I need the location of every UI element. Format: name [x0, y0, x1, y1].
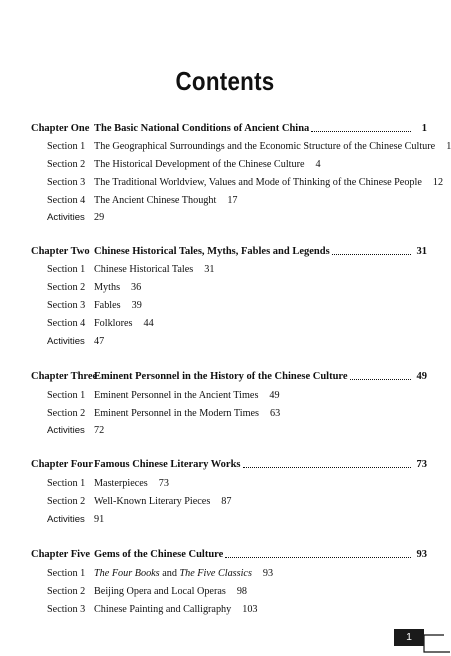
- section-label: Section 3: [47, 604, 86, 615]
- page-title: Contents: [175, 66, 275, 96]
- section-title: [94, 194, 238, 208]
- section-title: [94, 263, 214, 277]
- section-label: Section 1: [47, 264, 86, 275]
- chapter-label: Chapter Three: [31, 371, 98, 382]
- section-page: 98: [236, 586, 248, 597]
- chapter-label: Chapter Five: [31, 549, 91, 560]
- section-page: 12: [432, 177, 444, 188]
- chapter-heading[interactable]: [31, 122, 427, 136]
- section-label: Section 1: [47, 478, 86, 489]
- chapter-label: Chapter One: [31, 123, 90, 134]
- chapter-page: 49: [416, 371, 427, 382]
- section-label: Section 1: [47, 390, 86, 401]
- chapter-title-line: [94, 122, 413, 136]
- chapter-title-line: [94, 458, 413, 472]
- section-page: 73: [158, 478, 169, 489]
- section-page: 72: [94, 425, 105, 436]
- chapter-title-line: [94, 370, 413, 384]
- section-title-connector: and: [159, 568, 180, 579]
- activities-label: Activities: [47, 212, 85, 223]
- section-title: [94, 317, 154, 331]
- chapter-title: The Basic National Conditions of Ancient China: [94, 123, 310, 134]
- dot-leader: [243, 458, 411, 468]
- section-title-text: Eminent Personnel in the Modern Times: [94, 408, 259, 419]
- chapter-title: Gems of the Chinese Culture: [94, 549, 224, 560]
- section-title-text: Well-Known Literary Pieces: [94, 496, 211, 507]
- section-label: Section 1: [47, 568, 86, 579]
- dot-leader: [350, 370, 411, 380]
- section-title: [94, 603, 258, 617]
- section-page: 39: [131, 300, 142, 311]
- section-label: Section 1: [47, 141, 86, 152]
- section-title-text: Folklores: [94, 318, 133, 329]
- section-title-text: Beijing Opera and Local Operas: [94, 586, 226, 597]
- section-title-text: Chinese Historical Tales: [94, 264, 194, 275]
- chapter-page: 1: [421, 123, 427, 134]
- page-number: 1: [394, 629, 424, 646]
- dot-leader: [332, 245, 411, 255]
- section-title-italic-2: The Five Classics: [179, 568, 252, 579]
- section-page: 87: [221, 496, 232, 507]
- section-title-text: The Ancient Chinese Thought: [94, 195, 217, 206]
- section-page: 4: [315, 159, 321, 170]
- section-page: 47: [94, 336, 105, 347]
- section-title: [94, 158, 321, 172]
- section-label: Section 2: [47, 496, 86, 507]
- section-title-text: The Traditional Worldview, Values and Mode of Thinking of the Chinese People: [94, 177, 422, 188]
- section-page: 17: [227, 195, 238, 206]
- chapter-page: 31: [416, 246, 427, 257]
- section-title: [94, 477, 169, 491]
- section-page: 93: [262, 568, 274, 579]
- chapter-title: Famous Chinese Literary Works: [94, 459, 241, 470]
- section-title: [94, 176, 443, 190]
- chapter-page: 93: [416, 549, 427, 560]
- dot-leader: [311, 122, 411, 132]
- section-page: 91: [94, 514, 105, 525]
- section-title-text: The Geographical Surroundings and the Economic Structure of the Chinese Culture: [94, 141, 436, 152]
- section-title: [94, 513, 104, 527]
- section-title: [94, 281, 141, 295]
- section-label: Section 2: [47, 159, 86, 170]
- section-title-text: Myths: [94, 282, 121, 293]
- section-page: 63: [269, 408, 281, 419]
- chapter-heading[interactable]: [31, 548, 427, 562]
- chapter-heading[interactable]: [31, 458, 427, 472]
- section-title: [94, 424, 104, 438]
- activities-label: Activities: [47, 514, 85, 525]
- chapter-title-line: [94, 245, 413, 259]
- section-title-text: Chinese Painting and Calligraphy: [94, 604, 232, 615]
- chapter-label: Chapter Four: [31, 459, 93, 470]
- section-title: [94, 407, 280, 421]
- dot-leader: [225, 548, 411, 558]
- section-page: 36: [131, 282, 142, 293]
- chapter-heading[interactable]: [31, 370, 427, 384]
- chapter-title-line: [94, 548, 413, 562]
- section-page: 44: [143, 318, 154, 329]
- section-page: 1: [446, 141, 451, 152]
- section-label: Section 2: [47, 282, 86, 293]
- section-title: [94, 140, 451, 154]
- section-title-text: Fables: [94, 300, 121, 311]
- activities-label: Activities: [47, 336, 85, 347]
- section-label: Section 4: [47, 318, 86, 329]
- section-title: [94, 567, 273, 581]
- section-title: [94, 299, 142, 313]
- section-label: Section 2: [47, 408, 86, 419]
- section-page: 31: [204, 264, 215, 275]
- section-title-text: The Historical Development of the Chinese Culture: [94, 159, 305, 170]
- section-label: Section 4: [47, 195, 86, 206]
- chapter-title: Eminent Personnel in the History of the Chinese Culture: [94, 371, 348, 382]
- section-title-text: Masterpieces: [94, 478, 148, 489]
- section-page: 49: [269, 390, 280, 401]
- section-title-text: Eminent Personnel in the Ancient Times: [94, 390, 259, 401]
- section-title: [94, 585, 247, 599]
- chapter-heading[interactable]: [31, 245, 427, 259]
- section-title: [94, 211, 104, 225]
- chapter-label: Chapter Two: [31, 246, 90, 257]
- section-label: Section 3: [47, 300, 86, 311]
- section-title: [94, 335, 104, 349]
- section-page: 29: [94, 212, 105, 223]
- section-page: 103: [242, 604, 258, 615]
- chapter-title: Chinese Historical Tales, Myths, Fables and Legends: [94, 246, 330, 257]
- section-title-italic-1: The Four Books: [94, 568, 160, 579]
- section-title: [94, 389, 280, 403]
- activities-label: Activities: [47, 425, 85, 436]
- section-label: Section 2: [47, 586, 86, 597]
- chapter-page: 73: [416, 459, 427, 470]
- section-title: [94, 495, 231, 509]
- section-label: Section 3: [47, 177, 86, 188]
